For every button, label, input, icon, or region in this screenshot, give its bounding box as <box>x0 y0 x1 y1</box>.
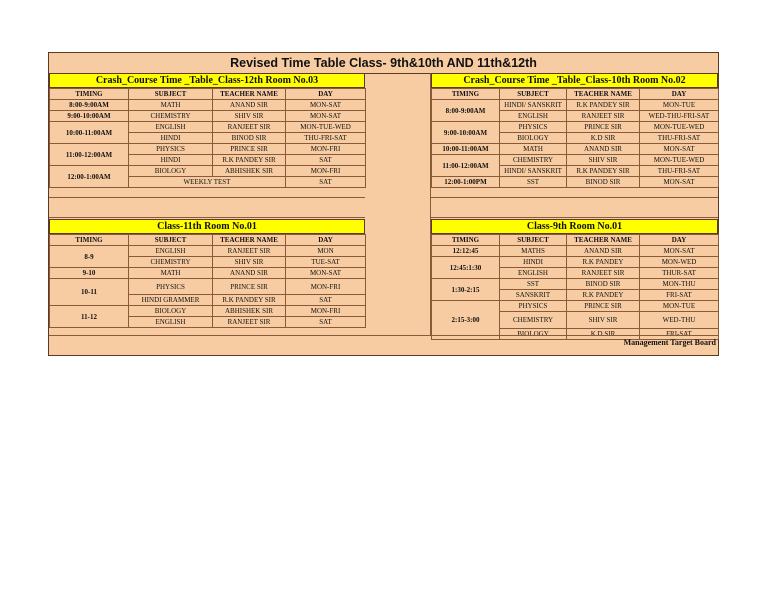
day-cell: MON <box>286 246 366 257</box>
table-row <box>432 301 719 312</box>
timing-cell: 1:30-2:15 <box>432 279 500 301</box>
table-row <box>432 279 719 290</box>
subject-header: SUBJECT <box>500 235 567 246</box>
table-row <box>50 144 366 155</box>
timing-cell: 8:00-9:00AM <box>50 100 129 111</box>
table-row <box>50 268 366 279</box>
subject-cell: CHEMISTRY <box>500 155 567 166</box>
timing-cell: 9:00-10:00AM <box>432 122 500 144</box>
teacher-cell: R.K PANDEY SIR <box>567 166 640 177</box>
subject-cell: HINDI GRAMMER <box>129 295 213 306</box>
timing-header: TIMING <box>432 89 500 100</box>
table-row <box>432 246 719 257</box>
day-cell: MON-TUE <box>640 301 719 312</box>
subject-cell: ENGLISH <box>500 111 567 122</box>
teacher-cell: BINOD SIR <box>567 279 640 290</box>
table-row <box>50 100 366 111</box>
day-cell: SAT <box>286 317 366 328</box>
class11-banner: Class-11th Room No.01 <box>49 219 365 234</box>
teacher-cell: RANJEET SIR <box>567 111 640 122</box>
teacher-cell: K.D SIR <box>567 329 640 340</box>
day-cell: THUR-SAT <box>640 268 719 279</box>
class11-table <box>49 234 366 328</box>
class12-table <box>49 88 366 188</box>
teacher-cell: R.K PANDEY <box>567 290 640 301</box>
teacher-cell: ANAND SIR <box>213 268 286 279</box>
subject-cell: BIOLOGY <box>129 166 213 177</box>
subject-cell: SANSKRIT <box>500 290 567 301</box>
table-row <box>50 122 366 133</box>
timing-cell: 11-12 <box>50 306 129 328</box>
teacher-cell: SHIV SIR <box>567 155 640 166</box>
day-cell: SAT <box>286 155 366 166</box>
day-cell: FRI-SAT <box>640 329 719 340</box>
timing-cell: 8-9 <box>50 246 129 268</box>
subject-cell: SST <box>500 177 567 188</box>
day-cell: MON-FRI <box>286 306 366 317</box>
day-header: DAY <box>640 235 719 246</box>
table-row <box>50 279 366 295</box>
class9-section <box>431 219 718 338</box>
subject-cell: MATHS <box>500 246 567 257</box>
teacher-cell: RANJEET SIR <box>213 122 286 133</box>
day-cell: MON-FRI <box>286 279 366 295</box>
day-cell: MON-FRI <box>286 144 366 155</box>
day-cell: SAT <box>286 177 366 188</box>
teacher-cell: SHIV SIR <box>213 257 286 268</box>
table-row <box>50 166 366 177</box>
class10-banner: Crash_Course Time _Table_Class-10th Room No.02 <box>431 73 718 88</box>
subject-cell: PHYSICS <box>500 301 567 312</box>
teacher-cell: SHIV SIR <box>567 312 640 329</box>
timing-cell: 9-10 <box>50 268 129 279</box>
class9-table <box>431 234 719 340</box>
page-title: Revised Time Table Class- 9th&10th AND 11th&12th <box>49 53 718 74</box>
teacher-cell: R.K PANDEY <box>567 257 640 268</box>
subject-header: SUBJECT <box>129 235 213 246</box>
subject-cell: HINDI <box>500 257 567 268</box>
subject-cell: CHEMISTRY <box>129 111 213 122</box>
day-cell: SAT <box>286 295 366 306</box>
subject-cell: PHYSICS <box>129 144 213 155</box>
divider-left <box>49 197 365 198</box>
divider-right <box>431 197 718 198</box>
class10-table <box>431 88 719 188</box>
teacher-header: TEACHER NAME <box>567 89 640 100</box>
subject-cell: BIOLOGY <box>500 329 567 340</box>
subject-cell: HINDI/ SANSKRIT <box>500 166 567 177</box>
day-cell: MON-TUE-WED <box>286 122 366 133</box>
subject-header: SUBJECT <box>500 89 567 100</box>
divider-right-2 <box>431 217 718 218</box>
timing-cell: 11:00-12:00AM <box>50 144 129 166</box>
subject-cell: ENGLISH <box>129 122 213 133</box>
timing-header: TIMING <box>432 235 500 246</box>
divider-left-2 <box>49 217 365 218</box>
subject-cell: ENGLISH <box>129 246 213 257</box>
table-row <box>432 257 719 268</box>
teacher-header: TEACHER NAME <box>567 235 640 246</box>
timing-cell: 10-11 <box>50 279 129 306</box>
day-cell: MON-TUE <box>640 100 719 111</box>
teacher-cell: ABHISHEK SIR <box>213 306 286 317</box>
table-row <box>50 246 366 257</box>
day-cell: THU-FRI-SAT <box>640 133 719 144</box>
day-cell: FRI-SAT <box>640 290 719 301</box>
day-cell: MON-SAT <box>286 100 366 111</box>
timing-header: TIMING <box>50 235 129 246</box>
table-row <box>432 177 719 188</box>
day-cell: THU-FRI-SAT <box>640 166 719 177</box>
subject-cell: BIOLOGY <box>500 133 567 144</box>
teacher-cell: SHIV SIR <box>213 111 286 122</box>
timing-cell: 2:15-3:00 <box>432 301 500 340</box>
teacher-cell: RANJEET SIR <box>567 268 640 279</box>
timing-cell: 10:00-11:00AM <box>432 144 500 155</box>
day-cell: MON-TUE-WED <box>640 122 719 133</box>
day-header: DAY <box>286 89 366 100</box>
day-cell: WED-THU-FRI-SAT <box>640 111 719 122</box>
subject-cell: HINDI/ SANSKRIT <box>500 100 567 111</box>
table-row <box>50 306 366 317</box>
class9-banner: Class-9th Room No.01 <box>431 219 718 234</box>
class12-section <box>49 73 365 193</box>
teacher-cell: ANAND SIR <box>213 100 286 111</box>
day-cell: MON-TUE-WED <box>640 155 719 166</box>
day-cell: MON-SAT <box>640 246 719 257</box>
day-cell: MON-WED <box>640 257 719 268</box>
teacher-cell: R.K PANDEY SIR <box>213 155 286 166</box>
teacher-cell: K.D SIR <box>567 133 640 144</box>
teacher-cell: R.K PANDEY SIR <box>213 295 286 306</box>
teacher-cell: RANJEET SIR <box>213 317 286 328</box>
day-cell: MON-SAT <box>286 268 366 279</box>
subject-header: SUBJECT <box>129 89 213 100</box>
table-row <box>432 100 719 111</box>
timing-cell: 11:00-12:00AM <box>432 155 500 177</box>
timing-cell: 8:00-9:00AM <box>432 100 500 122</box>
teacher-cell: ANAND SIR <box>567 144 640 155</box>
day-cell: TUE-SAT <box>286 257 366 268</box>
timing-cell: 12:00-1:00AM <box>50 166 129 188</box>
table-row <box>432 122 719 133</box>
day-header: DAY <box>640 89 719 100</box>
subject-cell: ENGLISH <box>500 268 567 279</box>
timing-cell: 12:45:1:30 <box>432 257 500 279</box>
subject-cell: PHYSICS <box>129 279 213 295</box>
teacher-cell: ANAND SIR <box>567 246 640 257</box>
subject-cell: MATH <box>129 268 213 279</box>
teacher-cell: PRINCE SIR <box>567 301 640 312</box>
class10-section <box>431 73 718 193</box>
day-cell: MON-SAT <box>640 144 719 155</box>
teacher-cell: ABHISHEK SIR <box>213 166 286 177</box>
timing-header: TIMING <box>50 89 129 100</box>
center-gutter <box>365 73 431 335</box>
subject-cell: MATH <box>500 144 567 155</box>
day-header: DAY <box>286 235 366 246</box>
table-row <box>432 155 719 166</box>
footer-divider <box>49 335 718 336</box>
subject-cell: CHEMISTRY <box>500 312 567 329</box>
day-cell: MON-SAT <box>640 177 719 188</box>
teacher-cell: PRINCE SIR <box>213 144 286 155</box>
subject-cell: HINDI <box>129 155 213 166</box>
timing-cell: 12:12:45 <box>432 246 500 257</box>
timetable-sheet <box>48 52 719 356</box>
subject-cell: BIOLOGY <box>129 306 213 317</box>
weekly-test-cell: WEEKLY TEST <box>129 177 286 188</box>
footer-label: Management Target Board <box>623 338 716 347</box>
day-cell: WED-THU <box>640 312 719 329</box>
day-cell: MON-SAT <box>286 111 366 122</box>
subject-cell: CHEMISTRY <box>129 257 213 268</box>
timing-cell: 12:00-1:00PM <box>432 177 500 188</box>
teacher-header: TEACHER NAME <box>213 89 286 100</box>
teacher-header: TEACHER NAME <box>213 235 286 246</box>
subject-cell: MATH <box>129 100 213 111</box>
teacher-cell: PRINCE SIR <box>213 279 286 295</box>
class12-banner: Crash_Course Time _Table_Class-12th Room No.03 <box>49 73 365 88</box>
day-cell: MON-FRI <box>286 166 366 177</box>
subject-cell: PHYSICS <box>500 122 567 133</box>
table-row <box>50 111 366 122</box>
day-cell: MON-THU <box>640 279 719 290</box>
teacher-cell: BINOD SIR <box>213 133 286 144</box>
table-row <box>432 144 719 155</box>
subject-cell: SST <box>500 279 567 290</box>
teacher-cell: BINOD SIR <box>567 177 640 188</box>
subject-cell: ENGLISH <box>129 317 213 328</box>
day-cell: THU-FRI-SAT <box>286 133 366 144</box>
timing-cell: 9:00-10:00AM <box>50 111 129 122</box>
subject-cell: HINDI <box>129 133 213 144</box>
timing-cell: 10:00-11:00AM <box>50 122 129 144</box>
teacher-cell: RANJEET SIR <box>213 246 286 257</box>
teacher-cell: PRINCE SIR <box>567 122 640 133</box>
teacher-cell: R.K PANDEY SIR <box>567 100 640 111</box>
class11-section <box>49 219 365 335</box>
